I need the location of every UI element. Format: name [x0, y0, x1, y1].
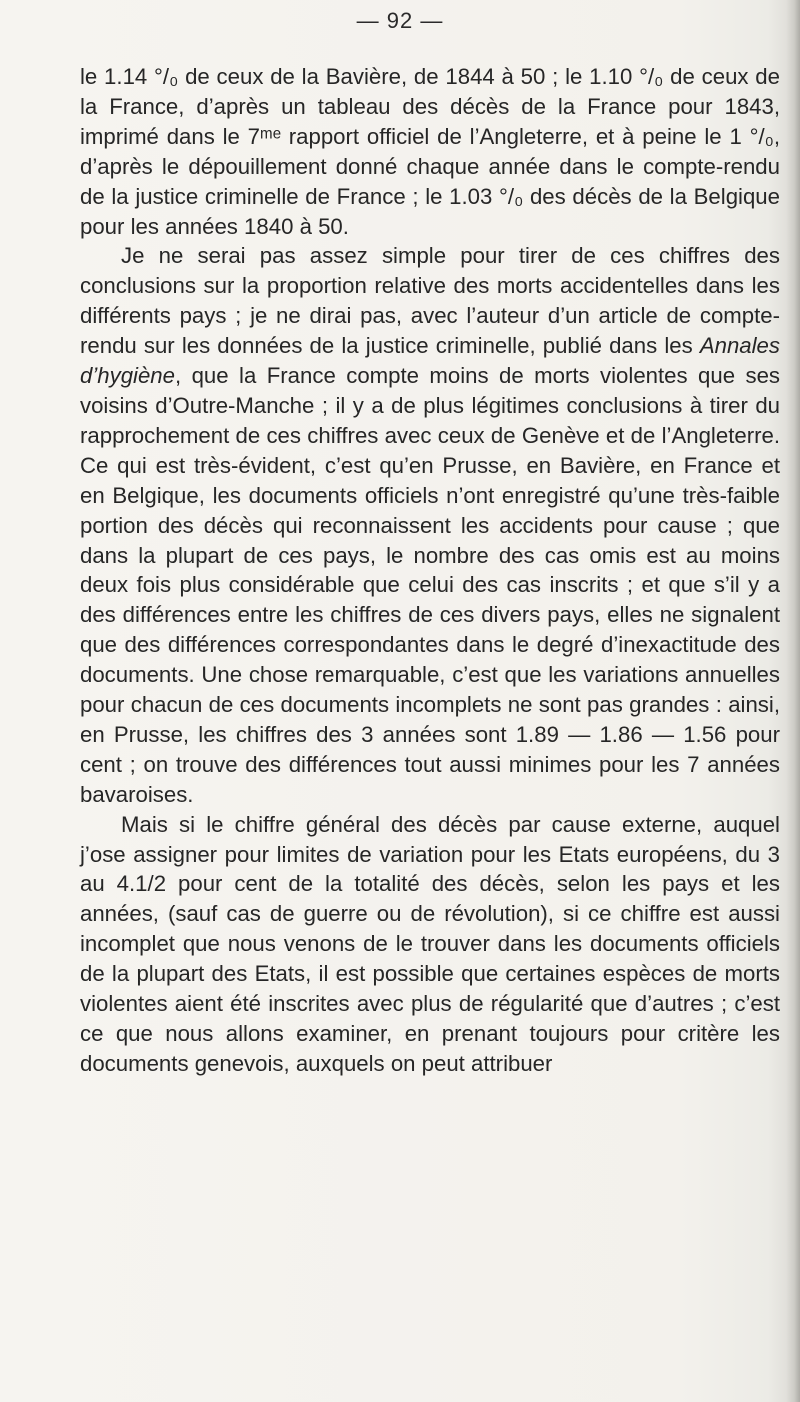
- paragraph-1: [80, 62, 780, 241]
- paragraph-3-text: Mais si le chiffre général des décès par cause externe, auquel j’ose assigner pour limites de variation pour les Etats européens, du 3 au 4.1/2 pour cent de la totalité des décès, selon les pays et les années, (sauf cas de guerre ou de révolution), si ce chiffre est aussi incomplet que nous venons de le trouver dans les documents officiels de la plupart des Etats, il est possible que certaines espèces de morts violentes aient été inscrites avec plus de régularité que d’autres ; c’est ce que nous allons examiner, en prenant toujours pour critère les documents genevois, auxquels on peut attribuer: [80, 811, 780, 1076]
- paragraph-3: [80, 810, 780, 1079]
- paragraph-1-text: le 1.14 °/₀ de ceux de la Bavière, de 1844 à 50 ; le 1.10 °/₀ de ceux de la France, d’après un tableau des décès de la France pour 1843, imprimé dans le 7ᵐᵉ rapport officiel de l’Angleterre, et à peine le 1 °/₀, d’après le dépouillement donné chaque année dans le compte-rendu de la justice criminelle de France ; le 1.03 °/₀ des décès de la Belgique pour les années 1840 à 50.: [80, 64, 780, 239]
- journal-title: Annales d’hygiène: [80, 333, 780, 389]
- page-edge-shadow: [786, 0, 800, 1402]
- paragraph-2-text-end: , que la France compte moins de morts violentes que ses voisins d’Outre-Manche ; il y a de plus légitimes conclusions à tirer du rapprochement de ces chiffres avec ceux de Genève et de l’Angleterre. Ce qui est très-évident, c’est qu’en Prusse, en Bavière, en France et en Belgique, les documents officiels n’ont enregistré qu’une très-faible portion des décès qui reconnaissent les accidents pour cause ; que dans la plupart de ces pays, le nombre des cas omis est au moins deux fois plus considérable que celui des cas inscrits ; et que s’il y a des différences entre les chiffres de ces divers pays, elles ne signalent que des différences correspondantes dans le degré d’inexactitude des documents. Une chose remarquable, c’est que les variations annuelles pour chacun de ces documents incomplets ne sont pas grandes : ainsi, en Prusse, les chiffres des 3 années sont 1.89 — 1.86 — 1.56 pour cent ; on trouve des différences tout aussi minimes pour les 7 années bavaroises.: [80, 363, 780, 807]
- paragraph-2: [80, 241, 780, 809]
- page-number: — 92 —: [356, 8, 444, 33]
- body-text: [80, 62, 780, 1079]
- paragraph-2-text-start: Je ne serai pas assez simple pour tirer de ces chiffres des conclusions sur la proportion relative des morts accidentelles dans les différents pays ; je ne dirai pas, avec l’auteur d’un article de compte-rendu sur les données de la justice criminelle, publié dans les: [80, 243, 780, 359]
